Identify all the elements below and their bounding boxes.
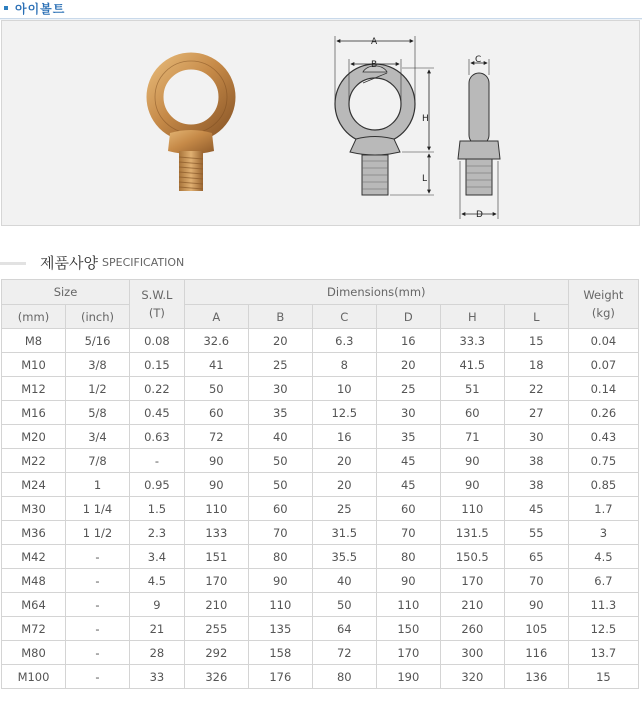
cell-size-mm: M16 <box>2 401 66 425</box>
cell-size-inch: 5/16 <box>66 329 130 353</box>
page-header <box>0 0 642 20</box>
cell-dim-b: 70 <box>248 521 312 545</box>
cell-size-inch: - <box>66 545 130 569</box>
cell-dim-h: 90 <box>440 449 504 473</box>
cell-dim-d: 45 <box>376 473 440 497</box>
cell-size-inch: 1 1/4 <box>66 497 130 521</box>
cell-dim-a: 90 <box>184 473 248 497</box>
cell-dim-c: 6.3 <box>312 329 376 353</box>
cell-dim-h: 110 <box>440 497 504 521</box>
table-row <box>2 545 639 569</box>
spec-heading-english: SPECIFICATION <box>102 256 185 269</box>
dim-label-c: C <box>475 55 482 65</box>
cell-dim-b: 158 <box>248 641 312 665</box>
cell-dim-a: 170 <box>184 569 248 593</box>
header-dimensions: Dimensions(mm) <box>184 280 568 305</box>
cell-swl: 21 <box>130 617 185 641</box>
cell-dim-c: 20 <box>312 473 376 497</box>
cell-dim-h: 33.3 <box>440 329 504 353</box>
table-row <box>2 329 639 353</box>
bullet-square-icon <box>4 6 8 10</box>
cell-size-mm: M80 <box>2 641 66 665</box>
cell-dim-l: 45 <box>504 497 568 521</box>
spec-heading-korean: 제품사양 <box>40 254 98 272</box>
cell-weight: 0.43 <box>568 425 638 449</box>
cell-dim-h: 60 <box>440 401 504 425</box>
eye-bolt-side-drawing <box>458 59 500 219</box>
cell-swl: 0.08 <box>130 329 185 353</box>
cell-dim-a: 292 <box>184 641 248 665</box>
cell-dim-h: 131.5 <box>440 521 504 545</box>
cell-dim-l: 136 <box>504 665 568 689</box>
cell-weight: 13.7 <box>568 641 638 665</box>
cell-dim-c: 35.5 <box>312 545 376 569</box>
cell-dim-d: 30 <box>376 401 440 425</box>
cell-size-mm: M12 <box>2 377 66 401</box>
cell-dim-b: 50 <box>248 473 312 497</box>
cell-dim-d: 190 <box>376 665 440 689</box>
cell-swl: 1.5 <box>130 497 185 521</box>
spec-table <box>1 279 639 689</box>
cell-weight: 3 <box>568 521 638 545</box>
cell-dim-a: 151 <box>184 545 248 569</box>
cell-size-inch: - <box>66 641 130 665</box>
cell-size-mm: M20 <box>2 425 66 449</box>
header-h: H <box>440 305 504 329</box>
cell-dim-l: 30 <box>504 425 568 449</box>
cell-dim-h: 150.5 <box>440 545 504 569</box>
cell-dim-a: 255 <box>184 617 248 641</box>
header-l: L <box>504 305 568 329</box>
cell-dim-b: 80 <box>248 545 312 569</box>
cell-dim-c: 25 <box>312 497 376 521</box>
cell-size-inch: 1/2 <box>66 377 130 401</box>
cell-swl: 3.4 <box>130 545 185 569</box>
cell-swl: 0.95 <box>130 473 185 497</box>
cell-dim-c: 40 <box>312 569 376 593</box>
cell-dim-h: 170 <box>440 569 504 593</box>
cell-dim-b: 30 <box>248 377 312 401</box>
cell-dim-l: 22 <box>504 377 568 401</box>
cell-dim-b: 110 <box>248 593 312 617</box>
cell-dim-a: 50 <box>184 377 248 401</box>
cell-dim-l: 116 <box>504 641 568 665</box>
cell-dim-h: 320 <box>440 665 504 689</box>
table-row <box>2 497 639 521</box>
cell-dim-d: 70 <box>376 521 440 545</box>
cell-weight: 0.85 <box>568 473 638 497</box>
heading-bar <box>0 262 26 265</box>
eye-bolt-figure <box>2 21 639 225</box>
header-swl <box>130 280 185 329</box>
cell-dim-b: 25 <box>248 353 312 377</box>
cell-dim-c: 64 <box>312 617 376 641</box>
cell-dim-a: 210 <box>184 593 248 617</box>
header-d: D <box>376 305 440 329</box>
cell-dim-d: 80 <box>376 545 440 569</box>
cell-dim-b: 90 <box>248 569 312 593</box>
header-size: Size <box>2 280 130 305</box>
cell-swl: 33 <box>130 665 185 689</box>
cell-dim-c: 12.5 <box>312 401 376 425</box>
cell-size-inch: 1 <box>66 473 130 497</box>
cell-dim-l: 27 <box>504 401 568 425</box>
cell-dim-b: 135 <box>248 617 312 641</box>
header-b: B <box>248 305 312 329</box>
cell-swl: 4.5 <box>130 569 185 593</box>
cell-size-inch: - <box>66 617 130 641</box>
table-row <box>2 449 639 473</box>
cell-dim-d: 150 <box>376 617 440 641</box>
dim-label-h: H <box>422 114 429 124</box>
cell-dim-b: 60 <box>248 497 312 521</box>
cell-dim-d: 60 <box>376 497 440 521</box>
cell-dim-l: 65 <box>504 545 568 569</box>
cell-weight: 0.14 <box>568 377 638 401</box>
table-row <box>2 569 639 593</box>
cell-size-inch: - <box>66 665 130 689</box>
header-weight <box>568 280 638 329</box>
cell-dim-c: 20 <box>312 449 376 473</box>
cell-dim-l: 38 <box>504 449 568 473</box>
cell-size-mm: M100 <box>2 665 66 689</box>
cell-size-mm: M22 <box>2 449 66 473</box>
header-inch: (inch) <box>66 305 130 329</box>
cell-size-mm: M64 <box>2 593 66 617</box>
table-row <box>2 473 639 497</box>
cell-size-mm: M36 <box>2 521 66 545</box>
cell-dim-b: 40 <box>248 425 312 449</box>
cell-weight: 0.04 <box>568 329 638 353</box>
cell-dim-l: 55 <box>504 521 568 545</box>
eye-bolt-front-drawing <box>335 36 434 195</box>
cell-dim-c: 10 <box>312 377 376 401</box>
cell-weight: 0.07 <box>568 353 638 377</box>
cell-size-mm: M24 <box>2 473 66 497</box>
table-row <box>2 617 639 641</box>
dim-label-l: L <box>422 174 428 184</box>
cell-dim-h: 51 <box>440 377 504 401</box>
header-c: C <box>312 305 376 329</box>
cell-dim-b: 50 <box>248 449 312 473</box>
table-row <box>2 425 639 449</box>
cell-weight: 0.26 <box>568 401 638 425</box>
cell-dim-a: 90 <box>184 449 248 473</box>
cell-dim-c: 8 <box>312 353 376 377</box>
cell-dim-a: 110 <box>184 497 248 521</box>
cell-dim-l: 90 <box>504 593 568 617</box>
eye-bolt-photo <box>155 61 227 191</box>
cell-dim-d: 170 <box>376 641 440 665</box>
cell-dim-d: 16 <box>376 329 440 353</box>
cell-swl: 0.63 <box>130 425 185 449</box>
cell-swl: 0.45 <box>130 401 185 425</box>
cell-dim-d: 45 <box>376 449 440 473</box>
cell-weight: 6.7 <box>568 569 638 593</box>
table-row <box>2 401 639 425</box>
cell-size-inch: 3/8 <box>66 353 130 377</box>
cell-size-mm: M30 <box>2 497 66 521</box>
cell-dim-a: 41 <box>184 353 248 377</box>
header-weight-unit: (kg) <box>591 306 615 320</box>
cell-dim-l: 38 <box>504 473 568 497</box>
cell-weight: 11.3 <box>568 593 638 617</box>
header-swl-unit: (T) <box>148 306 165 320</box>
table-row <box>2 353 639 377</box>
dim-label-a: A <box>371 37 378 47</box>
cell-dim-c: 50 <box>312 593 376 617</box>
cell-size-inch: 5/8 <box>66 401 130 425</box>
cell-dim-l: 105 <box>504 617 568 641</box>
table-row <box>2 665 639 689</box>
header-a: A <box>184 305 248 329</box>
cell-weight: 1.7 <box>568 497 638 521</box>
cell-dim-l: 15 <box>504 329 568 353</box>
cell-dim-d: 35 <box>376 425 440 449</box>
cell-dim-h: 260 <box>440 617 504 641</box>
cell-weight: 15 <box>568 665 638 689</box>
cell-dim-h: 90 <box>440 473 504 497</box>
cell-size-mm: M42 <box>2 545 66 569</box>
page-title: 아이볼트 <box>15 2 66 16</box>
cell-dim-d: 20 <box>376 353 440 377</box>
table-row <box>2 377 639 401</box>
spec-table-body <box>2 329 639 689</box>
cell-size-mm: M8 <box>2 329 66 353</box>
cell-dim-h: 300 <box>440 641 504 665</box>
cell-swl: - <box>130 449 185 473</box>
cell-size-mm: M48 <box>2 569 66 593</box>
cell-dim-a: 32.6 <box>184 329 248 353</box>
cell-size-inch: - <box>66 569 130 593</box>
cell-size-inch: 7/8 <box>66 449 130 473</box>
cell-size-inch: - <box>66 593 130 617</box>
cell-size-inch: 3/4 <box>66 425 130 449</box>
cell-dim-c: 31.5 <box>312 521 376 545</box>
spec-heading <box>0 252 300 272</box>
cell-weight: 12.5 <box>568 617 638 641</box>
cell-dim-a: 72 <box>184 425 248 449</box>
cell-dim-b: 20 <box>248 329 312 353</box>
cell-swl: 0.22 <box>130 377 185 401</box>
dim-label-b: B <box>371 60 378 70</box>
header-swl-label: S.W.L <box>141 288 173 302</box>
cell-swl: 0.15 <box>130 353 185 377</box>
cell-dim-b: 35 <box>248 401 312 425</box>
cell-dim-d: 90 <box>376 569 440 593</box>
cell-dim-a: 326 <box>184 665 248 689</box>
cell-swl: 2.3 <box>130 521 185 545</box>
cell-dim-a: 133 <box>184 521 248 545</box>
cell-size-mm: M10 <box>2 353 66 377</box>
dim-label-d: D <box>476 210 483 220</box>
cell-dim-c: 80 <box>312 665 376 689</box>
cell-dim-l: 18 <box>504 353 568 377</box>
product-image-panel <box>1 20 640 226</box>
header-mm: (mm) <box>2 305 66 329</box>
table-row <box>2 593 639 617</box>
cell-dim-d: 110 <box>376 593 440 617</box>
cell-dim-a: 60 <box>184 401 248 425</box>
cell-swl: 9 <box>130 593 185 617</box>
header-weight-label: Weight <box>583 288 624 302</box>
cell-size-inch: 1 1/2 <box>66 521 130 545</box>
cell-weight: 0.75 <box>568 449 638 473</box>
cell-dim-l: 70 <box>504 569 568 593</box>
cell-dim-b: 176 <box>248 665 312 689</box>
cell-dim-h: 71 <box>440 425 504 449</box>
cell-size-mm: M72 <box>2 617 66 641</box>
cell-dim-h: 41.5 <box>440 353 504 377</box>
table-row <box>2 521 639 545</box>
cell-dim-h: 210 <box>440 593 504 617</box>
cell-dim-c: 16 <box>312 425 376 449</box>
cell-dim-c: 72 <box>312 641 376 665</box>
table-row <box>2 641 639 665</box>
cell-dim-d: 25 <box>376 377 440 401</box>
cell-weight: 4.5 <box>568 545 638 569</box>
cell-swl: 28 <box>130 641 185 665</box>
